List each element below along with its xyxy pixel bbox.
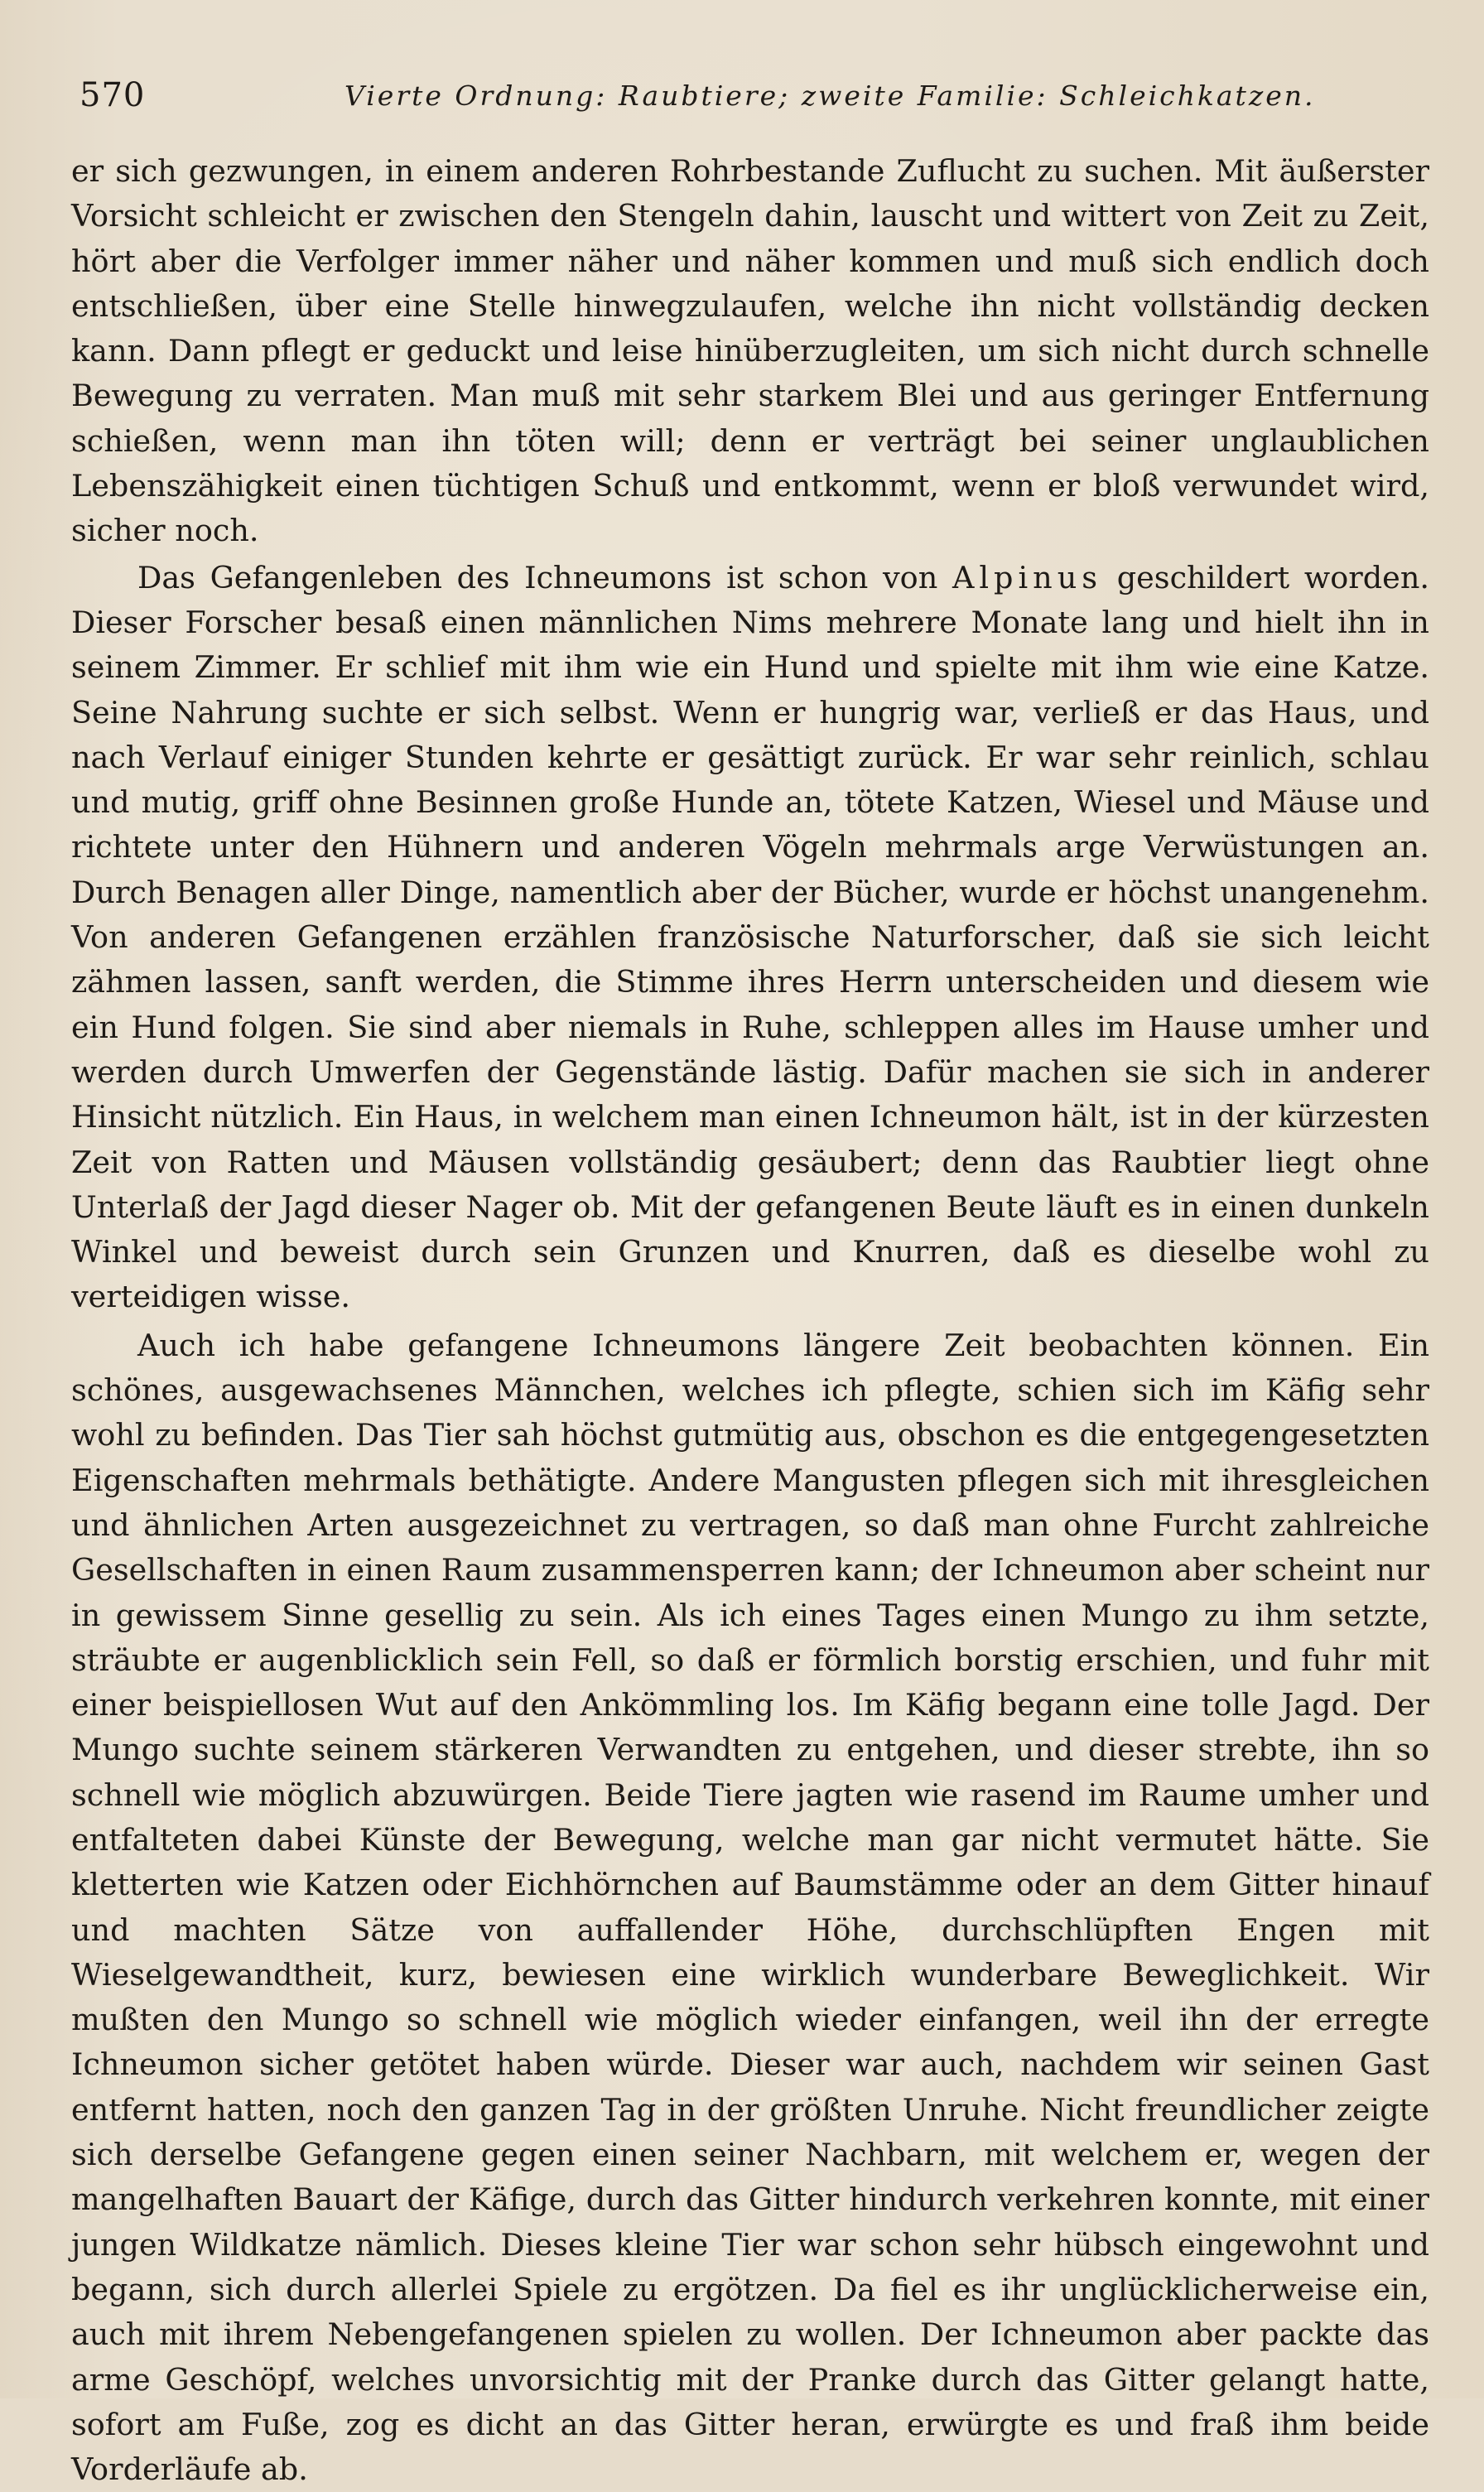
paragraph-1: er sich gezwungen, in einem anderen Rohrbestande Zuflucht zu suchen. Mit äußerster Vorsicht schleicht er zwischen den Stengeln dahin, lauscht und wittert von Zeit zu Zeit, hört aber die Verfolger immer näher und näher kommen und muß sich endlich doch entschließen, über eine Stelle hinwegzulaufen, welche ihn nicht vollständig decken kann. Dann pflegt er geduckt und leise hinüberzugleiten, um sich nicht durch schnelle Bewegung zu verraten. Man muß mit sehr starkem Blei und aus geringer Entfernung schießen, wenn man ihn töten will; denn er verträgt bei seiner unglaublichen Lebenszähigkeit einen tüchtigen Schuß und entkommt, wenn er bloß verwundet wird, sicher noch. <box>71 153 1429 549</box>
running-head: Vierte Ordnung: Raubtiere; zweite Familie: Schleichkatzen. <box>344 80 1316 112</box>
paragraph-2-start: Das Gefangenleben des Ichneumons ist schon von <box>137 559 952 595</box>
paragraph-2 <box>71 556 1429 1320</box>
paragraph-2-rest: geschildert worden. Dieser Forscher besaß einen männlichen Nims mehrere Monate lang und hielt ihn in seinem Zimmer. Er schlief mit ihm wie ein Hund und spielte mit ihm wie eine Katze. Seine Nahrung suchte er sich selbst. Wenn er hungrig war, verließ er das Haus, und nach Verlauf einiger Stunden kehrte er gesättigt zurück. Er war sehr reinlich, schlau und mutig, griff ohne Besinnen große Hunde an, tötete Katzen, Wiesel und Mäuse und richtete unter den Hühnern und anderen Vögeln mehrmals arge Verwüstungen an. Durch Benagen aller Dinge, namentlich aber der Bücher, wurde er höchst unangenehm. Von anderen Gefangenen erzählen französische Naturforscher, daß sie sich leicht zähmen lassen, sanft werden, die Stimme ihres Herrn unterscheiden und diesem wie ein Hund folgen. Sie sind aber niemals in Ruhe, schleppen alles im Hause umher und werden durch Umwerfen der Gegenstände lästig. Dafür machen sie sich in anderer Hinsicht nützlich. Ein Haus, in welchem man einen Ichneumon hält, ist in der kürzesten Zeit von Ratten und Mäusen vollständig gesäubert; denn das Raubtier liegt ohne Unterlaß der Jagd dieser Nager ob. Mit der gefangenen Beute läuft es in einen dunkeln Winkel und beweist durch sein Grunzen und Knurren, daß es dieselbe wohl zu verteidigen wisse. <box>71 559 1429 1315</box>
page-number: 570 <box>80 76 146 114</box>
author-name-alpinus: Alpinus <box>952 559 1103 595</box>
page-header <box>80 76 1438 126</box>
body-text <box>71 149 1429 2492</box>
paragraph-3: Auch ich habe gefangene Ichneumons längere Zeit beobachten können. Ein schönes, ausgewachsenes Männchen, welches ich pflegte, schien sich im Käfig sehr wohl zu befinden. Das Tier sah höchst gutmütig aus, obschon es die entgegengesetzten Eigenschaften mehrmals bethätigte. Andere Mangusten pflegen sich mit ihresgleichen und ähnlichen Arten ausgezeichnet zu vertragen, so daß man ohne Furcht zahlreiche Gesellschaften in einen Raum zusammensperren kann; der Ichneumon aber scheint nur in gewissem Sinne gesellig zu sein. Als ich eines Tages einen Mungo zu ihm setzte, sträubte er augenblicklich sein Fell, so daß er förmlich borstig erschien, und fuhr mit einer beispiellosen Wut auf den Ankömmling los. Im Käfig begann eine tolle Jagd. Der Mungo suchte seinem stärkeren Verwandten zu entgehen, und dieser strebte, ihn so schnell wie möglich abzuwürgen. Beide Tiere jagten wie rasend im Raume umher und entfalteten dabei Künste der Bewegung, welche man gar nicht vermutet hätte. Sie kletterten wie Katzen oder Eichhörnchen auf Baumstämme oder an dem Gitter hinauf und machten Sätze von auffallender Höhe, durchschlüpften Engen mit Wieselgewandtheit, kurz, bewiesen eine wirklich wunderbare Beweglichkeit. Wir mußten den Mungo so schnell wie möglich wieder einfangen, weil ihn der erregte Ichneumon sicher getötet haben würde. Dieser war auch, nachdem wir seinen Gast entfernt hatten, noch den ganzen Tag in der größten Unruhe. Nicht freundlicher zeigte sich derselbe Gefangene gegen einen seiner Nachbarn, mit welchem er, wegen der mangelhaften Bauart der Käfige, durch das Gitter hindurch verkehren konnte, mit einer jungen Wildkatze nämlich. Dieses kleine Tier war schon sehr hübsch eingewohnt und begann, sich durch allerlei Spiele zu ergötzen. Da fiel es ihr unglücklicherweise ein, auch mit ihrem Nebengefangenen spielen zu wollen. Der Ichneumon aber packte das arme Geschöpf, welches unvorsichtig mit der Pranke durch das Gitter gelangt hatte, sofort am Fuße, zog es dicht an das Gitter heran, erwürgte es und fraß ihm beide Vorderläufe ab. <box>71 1327 1429 2488</box>
